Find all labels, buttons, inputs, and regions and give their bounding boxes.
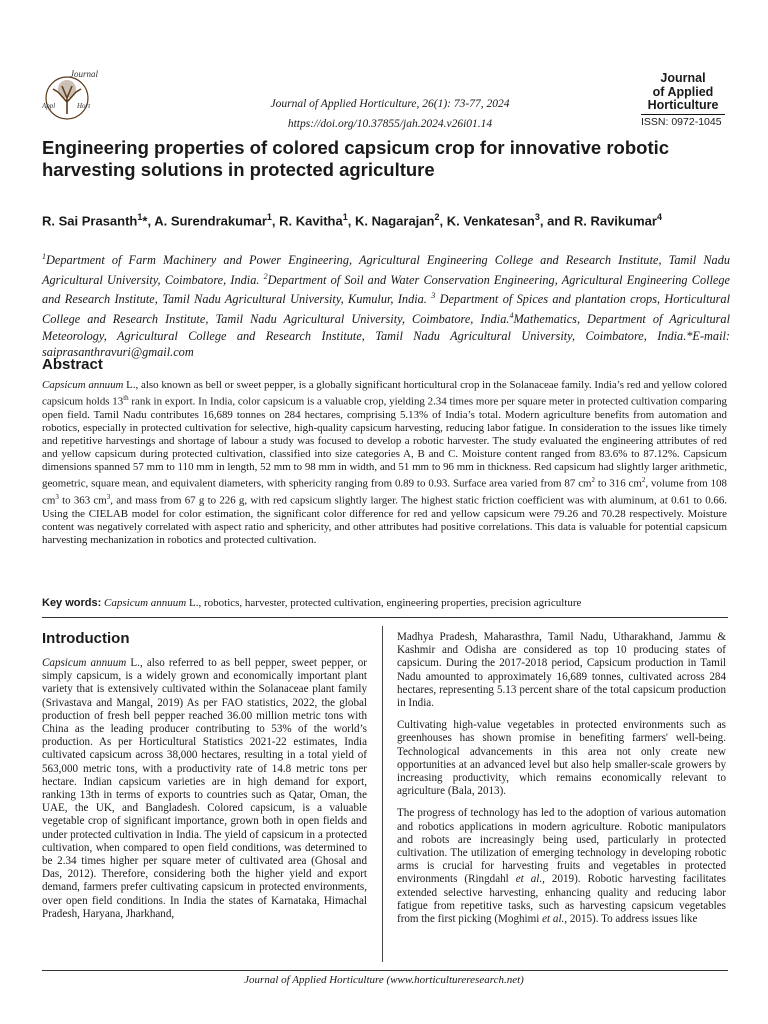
page-footer: Journal of Applied Horticulture (www.horticultureresearch.net) bbox=[244, 974, 524, 986]
author-mark: 1 bbox=[266, 212, 272, 222]
paragraph: Cultivating high-value vegetables in protected environments such as greenhouses has shown promise in benefiting farmers' well-being. Technological advancements in this area not only create new opportunities at an advanced level but also help smaller-scale growers by increasing productivity, which remains economically relevant to agriculture (Bala, 2013). bbox=[397, 719, 726, 798]
abstract-sup: th bbox=[123, 394, 129, 403]
author-name: R. Ravikumar bbox=[573, 213, 657, 229]
paper-title: Engineering properties of colored capsicum crop for innovative robotic harvesting solutions in protected agriculture bbox=[42, 137, 670, 180]
keywords-label: Key words: bbox=[42, 597, 102, 609]
author-mark: 2 bbox=[434, 212, 440, 222]
footer-divider bbox=[42, 970, 728, 971]
author-separator: , bbox=[439, 213, 447, 229]
author-mark: 1 bbox=[342, 212, 348, 222]
doi-link[interactable]: https://doi.org/10.37855/jah.2024.v26i01.14 bbox=[287, 118, 493, 130]
author-separator: , bbox=[347, 213, 355, 229]
introduction-heading: Introduction bbox=[42, 630, 130, 647]
abstract-text: to 363 cm bbox=[58, 494, 107, 507]
author-separator: *, bbox=[142, 213, 155, 229]
left-column bbox=[42, 657, 367, 930]
journal-name-line: Journal bbox=[660, 71, 706, 85]
journal-name-line: of Applied bbox=[652, 84, 714, 99]
affiliation-mark: 3 bbox=[431, 291, 436, 301]
logo-right-word: Hort bbox=[77, 102, 91, 110]
author-mark: 1 bbox=[137, 212, 143, 222]
abstract-sup: 2 bbox=[641, 476, 646, 485]
affiliation-text: Department of Farm Machinery and Power Engineering, Agricultural Engineering College and Research Institute, Tamil Nadu Agricultural University, Coimbatore, India. bbox=[42, 253, 730, 287]
et-al: et al. bbox=[515, 873, 543, 886]
paragraph-text: , 2019). Robotic harvesting facilitates extended selective harvesting, enhancing quality and reducing labor fatigue from repetitive tasks, such as harvesting capsicum vegetables from the first picking (Moghimi bbox=[397, 873, 727, 926]
masthead-rule bbox=[641, 114, 725, 116]
affiliation-text: Mathematics, Department of Agricultural Meteorology, Agricultural College and Research Institute, Tamil Nadu Agricultural University, Coimbatore, India.*E-mail: saiprasanthravuri@gmail.com bbox=[42, 312, 730, 360]
abstract-sup: 3 bbox=[106, 493, 111, 501]
paragraph bbox=[397, 807, 726, 926]
affiliation-mark: 1 bbox=[42, 252, 46, 261]
affiliation-text: Department of Spices and plantation crops, Horticultural College and Research Institute, Tamil Nadu Agricultural University, Coimbatore, India. bbox=[42, 292, 730, 327]
paragraph-text: , 2015). To address issues like bbox=[564, 913, 698, 926]
author-name: R. Sai Prasanth bbox=[42, 213, 138, 229]
keyword-list: L., robotics, harvester, protected cultivation, engineering properties, precision agriculture bbox=[186, 597, 582, 609]
section-divider bbox=[42, 617, 728, 618]
abstract-heading: Abstract bbox=[42, 356, 103, 373]
column-divider bbox=[382, 626, 383, 962]
keyword-species: Capsicum annuum bbox=[104, 597, 187, 609]
abstract-sup: 2 bbox=[591, 476, 596, 485]
logo-top-word: Journal bbox=[70, 69, 98, 79]
affiliation-mark: 4 bbox=[509, 311, 514, 321]
right-column bbox=[397, 631, 726, 935]
author-name: K. Nagarajan bbox=[354, 213, 435, 229]
author-name: R. Kavitha bbox=[279, 213, 343, 229]
author-mark: 4 bbox=[656, 212, 662, 222]
abstract-text: , volume from 108 cm bbox=[42, 477, 727, 507]
author-mark: 3 bbox=[534, 212, 540, 222]
abstract-body bbox=[42, 379, 727, 547]
paragraph: Madhya Pradesh, Maharasthra, Tamil Nadu, Utharakhand, Jammu & Kashmir and Odisha are considered as top 10 producing states of capsicum. During the 2017-2018 period, Capsicum production in Tamil Nadu amounted to approximately 16,689 tonnes, cultivated across 284 hectares, representing 5.13 percent share of the total capsicum production in India. bbox=[397, 631, 726, 710]
abstract-text: , and mass from 67 g to 226 g, with red capsicum slightly larger. The highest static friction coefficient was with aluminum, at 0.61 to 0.66. Using the CIELAB model for color estimation, the significant color difference for red and yellow capsicum were 79.26 and 70.28 respectively. Moisture content was negatively correlated with aspect ratio and sphericity, and other attributes had positive correlations. This data is valuable for potential capsicum harvesting mechanization in robotics and protected cultivation. bbox=[42, 494, 727, 546]
abstract-text: to 316 cm bbox=[595, 477, 642, 490]
affiliations bbox=[42, 249, 730, 361]
author-name: K. Venkatesan bbox=[446, 213, 535, 229]
journal-name-line: Horticulture bbox=[647, 98, 719, 112]
affiliation-text: Department of Soil and Water Conservation Engineering, Agricultural Engineering College and Research Institute, Tamil Nadu Agricultural University, Kumulur, India. bbox=[42, 272, 730, 307]
author-name: A. Surendrakumar bbox=[154, 213, 267, 229]
abstract-sup: 3 bbox=[55, 493, 59, 501]
journal-logo bbox=[36, 64, 98, 126]
paragraph bbox=[42, 657, 367, 921]
author-list bbox=[42, 208, 732, 230]
paragraph-text: L., also referred to as bell pepper, sweet pepper, or simply capsicum, is a widely grown and economically important plant variety that is extensively cultivated within the Solanaceae plant family (Srivastava and Mangal, 2019) As per FAO statistics, 2022, the global production of fresh bell pepper reached 36.00 million metric tons with China as the leading producer contributing to 53% of the world’s production. As per Horticultural Statistics 2021-22 estimates, India cultivated capsicum across 38,000 hectares, resulting in a total yield of 563,000 metric tons, with a productivity rate of 14.8 metric tons per hectare. Indian capsicum varieties are in high demand for export, ranking 13th in terms of exports to countries such as Qatar, Oman, the UAE, the UK, and Bangladesh. Colored capsicum, is a valuable vegetable crop of significant importance, grown both in open fields and under protected cultivation in India. The yield of capsicum in a protected cultivation, when compared to open field conditions, was determined to be 2.34 times higher per square meter of cultivated area (Ghosal and Das, 2012). Therefore, considering both the higher yield and export demand, farmers prefer cultivating capsicum in protected environments, over open field conditions. In India the states of Karnataka, Himachal Pradesh, Haryana, Jharkhand, bbox=[42, 657, 367, 920]
logo-left-word: Appl bbox=[42, 102, 56, 110]
journal-masthead bbox=[641, 72, 725, 130]
journal-citation: Journal of Applied Horticulture, 26(1): 73-77, 2024 bbox=[270, 98, 510, 110]
affiliation-mark: 2 bbox=[263, 271, 268, 281]
keywords bbox=[42, 596, 732, 610]
species-name: Capsicum annuum bbox=[42, 657, 127, 669]
abstract-text: L., also known as bell or sweet pepper, is a globally significant horticultural crop in the Solanaceae family. India’s red and yellow colored capsicum holds 13 bbox=[42, 379, 727, 408]
issn: ISSN: 0972-1045 bbox=[641, 116, 722, 128]
author-separator: , and bbox=[539, 213, 574, 229]
species-name: Capsicum annuum bbox=[42, 379, 124, 391]
abstract-text: rank in export. In India, color capsicum is a valuable crop, yielding 2.34 times more per square meter in protected cultivation comparing open field. Tamil Nadu contributes 16,689 tonnes on 284 hectares, comprising 5.13% of India’s total. Modern agriculture benefits from automation and robotics, especially in protected cultivation for selective, high-quality capsicum harvesting, reducing labor fatigue. In consideration to the issues like timely and repetitive harvestings and shortage of labour a study was focused to develop a robotic harvester. The study evaluated the engineering attributes of red and yellow capsicum during protected cultivation, classified into size categories A, B and C. Moisture content ranged from 83.6% to 87.12%. Capsicum dimensions spanned 57 mm to 110 mm in length, 52 mm to 98 mm in width, and 51 mm to 96 mm in thickness. Red capsicum had slightly larger arithmetic, geometric, square mean, and equivalent diameters, with sphericity ranging from 0.89 to 0.93. Surface area varied from 87 cm bbox=[42, 395, 727, 490]
paragraph-text: The progress of technology has led to the adoption of various automation and robotics applications in modern agriculture. Robotic manipulators and robots are increasingly being used, particularly in protected cultivation. The utilization of emerging technology in developing robotic arms is crucial for harvesting fruits and vegetables in protected environments (Ringdahl bbox=[397, 807, 726, 886]
author-separator: , bbox=[271, 213, 280, 229]
et-al: et al. bbox=[542, 913, 565, 926]
